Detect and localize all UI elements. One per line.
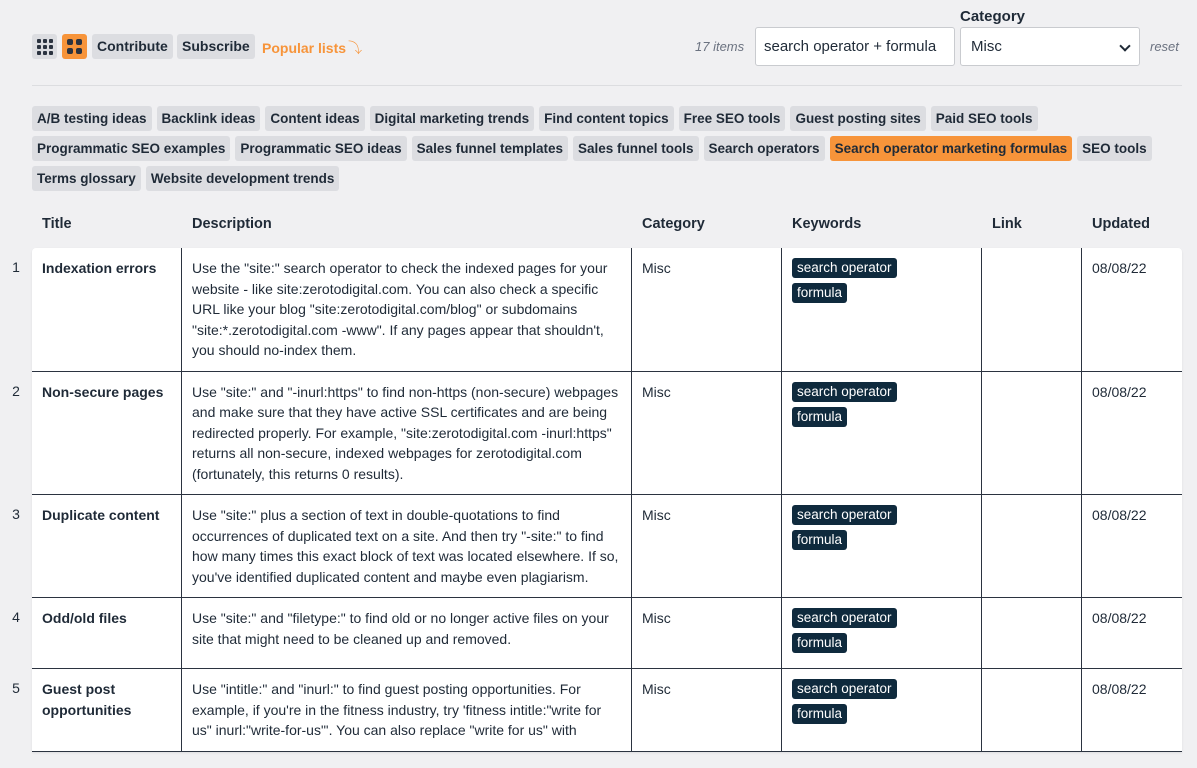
tag-chip[interactable]: Guest posting sites [790, 106, 925, 131]
tag-list [32, 106, 1172, 191]
header-title[interactable]: Title [42, 216, 72, 232]
row-number: 2 [12, 382, 20, 399]
table-row[interactable] [12, 598, 1182, 669]
category-select[interactable] [960, 27, 1140, 66]
row-updated: 08/08/22 [1092, 681, 1147, 697]
row-description: Use "site:" plus a section of text in double-quotations to find occurrences of duplicated text on a site. And then try "-site:" to find how many times this exact block of text was located elsewhere. If so, you've identified duplicated content and maybe even plagiarism. [182, 495, 632, 597]
row-link [982, 372, 1082, 495]
row-description: Use "site:" and "filetype:" to find old or no longer active files on your site that might need to be cleaned up and removed. [182, 598, 632, 668]
tag-chip[interactable]: A/B testing ideas [32, 106, 152, 131]
header-link[interactable]: Link [992, 216, 1022, 232]
row-title: Odd/old files [32, 598, 182, 668]
row-keywords [782, 495, 982, 597]
table-header [32, 216, 1182, 236]
tag-chip[interactable]: Programmatic SEO ideas [235, 136, 406, 161]
tag-chip[interactable]: Backlink ideas [157, 106, 261, 131]
keyword-badge[interactable]: formula [792, 704, 847, 724]
tag-chip[interactable]: Terms glossary [32, 166, 141, 191]
row-category: Misc [632, 598, 782, 668]
row-link [982, 495, 1082, 597]
tag-chip[interactable]: Paid SEO tools [931, 106, 1038, 131]
keyword-list [792, 505, 971, 555]
row-title: Guest post opportunities [32, 669, 182, 751]
search-input[interactable] [755, 27, 955, 66]
data-table [12, 248, 1182, 752]
grid-small-view-button[interactable] [32, 34, 57, 59]
row-number: 5 [12, 680, 20, 696]
tag-chip[interactable]: Programmatic SEO examples [32, 136, 230, 161]
tag-chip[interactable]: Sales funnel templates [412, 136, 568, 161]
row-updated: 08/08/22 [1092, 507, 1147, 523]
table-row[interactable] [12, 248, 1182, 372]
row-number: 3 [12, 506, 20, 522]
row-title: Non-secure pages [32, 372, 182, 495]
row-category: Misc [632, 669, 782, 751]
keyword-list [792, 679, 971, 729]
keyword-badge[interactable]: formula [792, 407, 847, 427]
tag-chip[interactable]: Digital marketing trends [370, 106, 535, 131]
header-updated[interactable]: Updated [1092, 216, 1150, 232]
keyword-badge[interactable]: formula [792, 633, 847, 653]
row-keywords [782, 248, 982, 371]
items-count: 17 items [695, 39, 745, 54]
row-keywords [782, 598, 982, 668]
row-description: Use "site:" and "-inurl:https" to find non-https (non-secure) webpages and make sure that they have active SSL certificates and are being redirected properly. For example, "site:zerotodigital.com -inurl:https" returns all non-secure, indexed webpages for zerotodigital.com (fortunately, this returns 0 results). [182, 372, 632, 495]
row-link [982, 669, 1082, 751]
row-link [982, 248, 1082, 371]
subscribe-button[interactable]: Subscribe [177, 34, 255, 59]
grid-small-icon [37, 39, 53, 55]
row-keywords [782, 669, 982, 751]
keyword-list [792, 258, 971, 308]
table-row[interactable] [12, 495, 1182, 598]
tag-chip[interactable]: Search operator marketing formulas [830, 136, 1073, 161]
row-category: Misc [632, 372, 782, 495]
contribute-button[interactable]: Contribute [92, 34, 173, 59]
keyword-badge[interactable]: search operator [792, 382, 897, 402]
tag-chip[interactable]: Website development trends [146, 166, 340, 191]
row-description: Use the "site:" search operator to check the indexed pages for your website - like site:zerotodigital.com. You can also check a specific URL like your blog "site:zerotodigital.com/blog" or subdomains "site:*.zerotodigital.com -www". If any pages appear that shouldn't, you should no-index them. [182, 248, 632, 371]
tag-chip[interactable]: Content ideas [265, 106, 364, 131]
search-input-value: search operator + formula [764, 38, 937, 55]
row-category: Misc [632, 248, 782, 371]
chevron-down-icon [1119, 40, 1130, 51]
row-category: Misc [632, 495, 782, 597]
row-title: Indexation errors [32, 248, 182, 371]
tag-chip[interactable]: Find content topics [539, 106, 674, 131]
grid-large-view-button[interactable] [62, 34, 87, 59]
row-updated: 08/08/22 [1092, 610, 1147, 626]
header-description[interactable]: Description [192, 216, 272, 232]
table-row[interactable] [12, 669, 1182, 752]
row-keywords [782, 372, 982, 495]
popular-lists-link[interactable] [262, 38, 362, 58]
category-label: Category [960, 8, 1026, 25]
tag-chip[interactable]: SEO tools [1077, 136, 1152, 161]
header-category[interactable]: Category [642, 216, 705, 232]
keyword-list [792, 382, 971, 432]
row-updated: 08/08/22 [1092, 383, 1147, 400]
category-select-value: Misc [971, 38, 1002, 55]
row-updated: 08/08/22 [1092, 260, 1147, 276]
row-number: 4 [12, 609, 20, 625]
header-keywords[interactable]: Keywords [792, 216, 862, 232]
grid-large-icon [67, 39, 82, 54]
keyword-badge[interactable]: search operator [792, 505, 897, 525]
keyword-badge[interactable]: formula [792, 283, 847, 303]
curved-arrow-icon: ⤵ [348, 40, 363, 56]
row-number: 1 [12, 259, 20, 275]
keyword-list [792, 608, 971, 658]
row-description: Use "intitle:" and "inurl:" to find guest posting opportunities. For example, if you're in the fitness industry, try 'fitness intitle:"write for us" inurl:"write-for-us"'. You can also replace "write for us" with [182, 669, 632, 751]
toolbar [32, 0, 1182, 86]
keyword-badge[interactable]: search operator [792, 679, 897, 699]
keyword-badge[interactable]: search operator [792, 608, 897, 628]
tag-chip[interactable]: Search operators [704, 136, 825, 161]
table-row[interactable] [12, 372, 1182, 496]
keyword-badge[interactable]: formula [792, 530, 847, 550]
tag-chip[interactable]: Free SEO tools [679, 106, 786, 131]
row-title: Duplicate content [32, 495, 182, 597]
reset-link[interactable]: reset [1150, 39, 1179, 54]
popular-lists-label: Popular lists [262, 40, 347, 56]
row-link [982, 598, 1082, 668]
keyword-badge[interactable]: search operator [792, 258, 897, 278]
tag-chip[interactable]: Sales funnel tools [573, 136, 699, 161]
